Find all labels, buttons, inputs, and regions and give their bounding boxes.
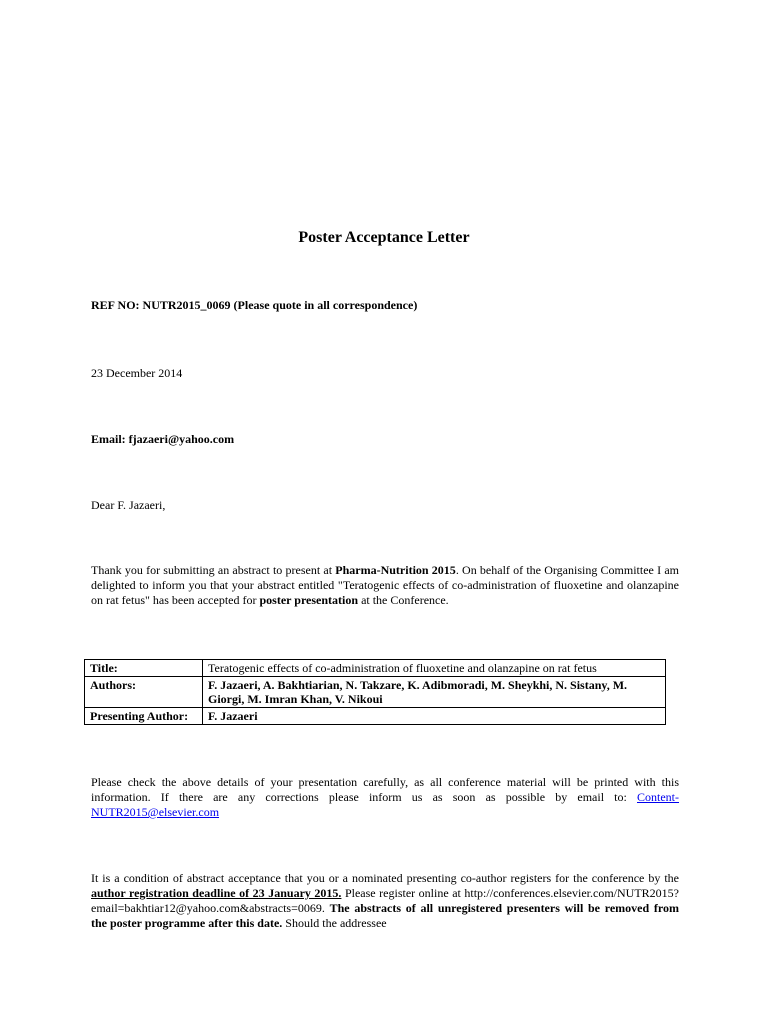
presenting-author-value: F. Jazaeri <box>203 708 666 725</box>
title-value: Teratogenic effects of co-administration of fluoxetine and olanzapine on rat fetus <box>203 660 666 677</box>
para3-text-3: Should the addressee <box>282 916 387 930</box>
registration-paragraph <box>91 871 679 931</box>
para2-text: Please check the above details of your presentation carefully, as all conference material will be printed with this information. If there are any corrections please inform us as soon as possible by email to: <box>91 775 679 804</box>
registration-deadline: author registration deadline of 23 January 2015. <box>91 886 342 900</box>
para1-text-3: at the Conference. <box>358 593 449 607</box>
para3-text-1: It is a condition of abstract acceptance that you or a nominated presenting co-author registers for the conference by the <box>91 871 679 885</box>
contact-email-link[interactable]: Content-NUTR2015@elsevier.com <box>91 790 679 819</box>
check-details-paragraph <box>91 775 679 820</box>
conference-name: Pharma-Nutrition 2015 <box>335 563 456 577</box>
acceptance-paragraph <box>91 563 679 608</box>
authors-value: F. Jazaeri, A. Bakhtiarian, N. Takzare, K. Adibmoradi, M. Sheykhi, N. Sistany, M. Giorgi, M. Imran Khan, V. Nikoui <box>203 677 666 708</box>
removal-warning: The abstracts of all unregistered presenters will be removed from the poster programme after this date. <box>91 901 679 930</box>
title-label: Title: <box>85 660 203 677</box>
recipient-email: Email: fjazaeri@yahoo.com <box>91 432 235 446</box>
presentation-details-table <box>84 659 666 725</box>
presentation-type: poster presentation <box>259 593 359 607</box>
table-row <box>85 677 666 708</box>
table-row <box>85 660 666 677</box>
reference-number: REF NO: NUTR2015_0069 (Please quote in all correspondence) <box>91 298 418 312</box>
para1-text-1: Thank you for submitting an abstract to present at <box>91 563 336 577</box>
letter-date: 23 December 2014 <box>91 366 183 380</box>
letter-title: Poster Acceptance Letter <box>298 229 470 246</box>
authors-label: Authors: <box>85 677 203 708</box>
presenting-author-label: Presenting Author: <box>85 708 203 725</box>
salutation: Dear F. Jazaeri, <box>91 498 166 512</box>
para3-text-2: Please register online at http://conferences.elsevier.com/NUTR2015?email=bakhtiar12@yahoo.com&abstracts=0069. <box>91 886 679 915</box>
para1-text-2: . On behalf of the Organising Committee I am delighted to inform you that your abstract entitled "Teratogenic effects of co-administration of fluoxetine and olanzapine on rat fetus" has been accepted for <box>91 563 679 607</box>
table-row <box>85 708 666 725</box>
